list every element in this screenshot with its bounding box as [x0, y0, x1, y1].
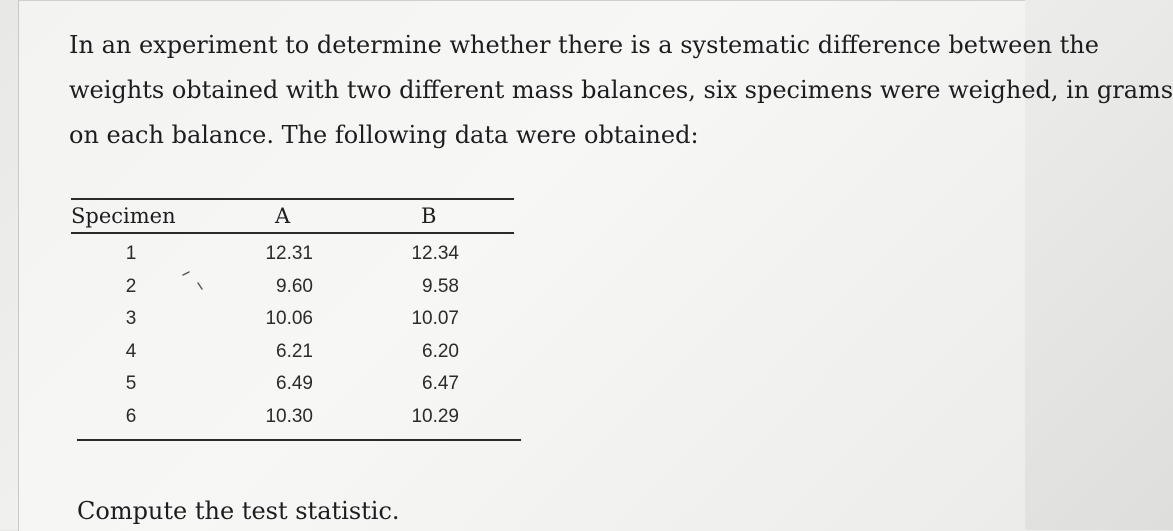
cell-b: 9.58 — [422, 275, 459, 297]
table-row — [71, 238, 516, 271]
cell-specimen: 5 — [125, 373, 137, 394]
question-card — [18, 0, 1173, 531]
cell-a: 10.30 — [265, 405, 313, 427]
cell-a: 6.49 — [276, 373, 313, 394]
cell-a: 12.31 — [265, 243, 313, 264]
cell-specimen: 1 — [125, 243, 137, 264]
table-row — [71, 401, 516, 434]
header-b: B — [421, 204, 437, 228]
cell-specimen: 6 — [125, 405, 137, 427]
cell-a: 9.60 — [276, 275, 313, 297]
table-row — [71, 303, 516, 336]
table-header-rule — [71, 232, 514, 234]
cell-b: 12.34 — [411, 243, 459, 264]
question-prompt: Compute the test statistic. — [77, 497, 400, 525]
table-row — [71, 368, 516, 401]
header-specimen: Specimen — [71, 204, 176, 228]
cell-specimen: 4 — [125, 340, 137, 362]
problem-line-3: on each balance. The following data were obtained: — [69, 121, 699, 149]
problem-statement — [69, 23, 1173, 158]
cell-a: 10.06 — [265, 308, 313, 329]
problem-line-2: weights obtained with two different mass balances, six specimens were weighed, in grams — [69, 76, 1173, 104]
table-row — [71, 336, 516, 369]
table-body — [71, 238, 516, 433]
table-row — [71, 271, 516, 304]
table-bottom-rule — [77, 439, 521, 441]
pen-stroke-mark — [181, 269, 211, 295]
cell-specimen: 3 — [125, 308, 137, 329]
cell-b: 10.07 — [411, 308, 459, 329]
cell-specimen: 2 — [125, 275, 137, 297]
problem-line-1: In an experiment to determine whether there is a systematic difference between the — [69, 31, 1099, 59]
cell-b: 10.29 — [411, 405, 459, 427]
cell-b: 6.47 — [422, 373, 459, 394]
cell-a: 6.21 — [276, 340, 313, 362]
cell-b: 6.20 — [422, 340, 459, 362]
header-a: A — [275, 204, 291, 228]
table-top-rule — [71, 198, 514, 200]
